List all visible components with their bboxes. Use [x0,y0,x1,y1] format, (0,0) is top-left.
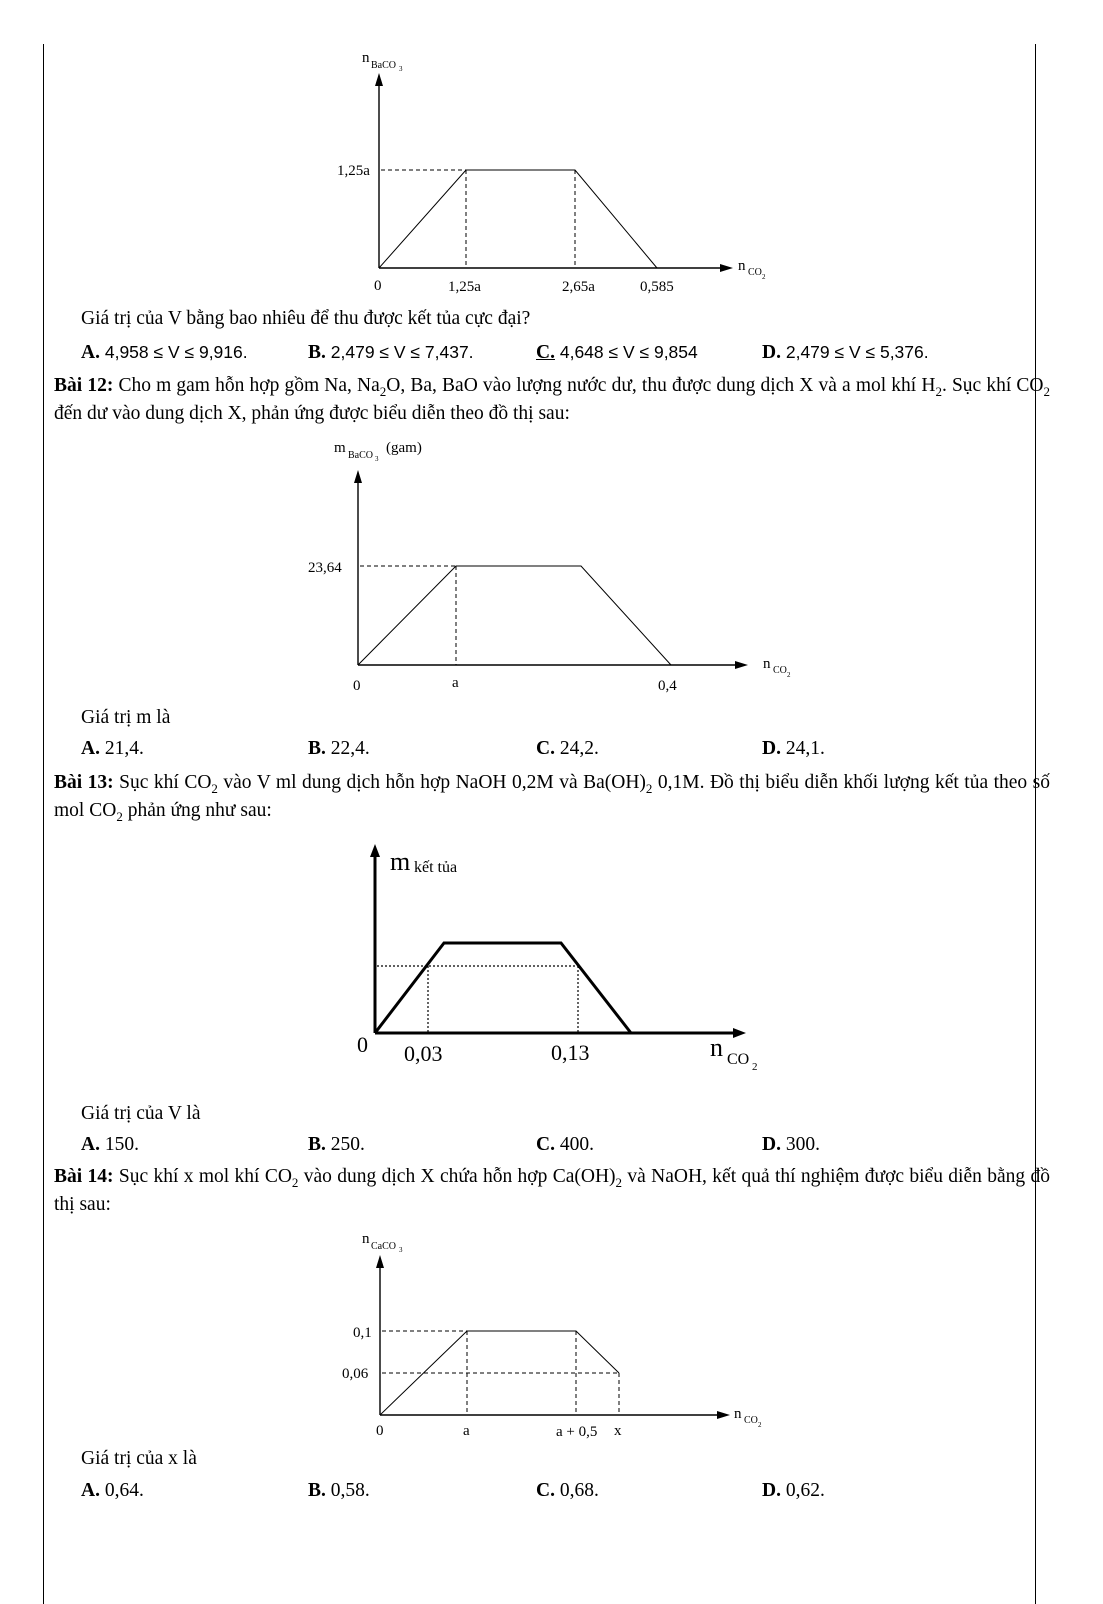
y-axis-label [390,847,457,876]
origin-label: 0 [353,678,361,694]
svg-text:BaCO: BaCO [371,60,396,71]
x-tick-label-2: 0,4 [658,678,677,694]
option-b[interactable]: B. 22,4. [308,738,370,759]
option-d[interactable]: D. 0,62. [762,1480,825,1501]
series-line [380,1331,619,1415]
bai-13-stem: Bài 13: Sục khí $CO_2$ vào V ml dung dịch hỗn hợp NaOH 0,2M và $Ba(OH)_2$ 0,1M. Đồ thị biểu diễn khối lượng kết tủa theo số mol $CO_2$ phản ứng như sau: [54,772,1050,824]
option-a[interactable]: A. 4,958 ≤ V ≤ 9,916. [81,342,248,363]
chart-bai-14 [0,1225,1103,1455]
svg-text:3: 3 [375,455,379,463]
x-axis-arrow [735,661,748,669]
x-tick-label-2: a + 0,5 [556,1424,598,1440]
origin-label: 0 [376,1423,384,1439]
svg-text:m: m [334,440,346,456]
option-b[interactable]: B. 250. [308,1134,365,1155]
svg-text:3: 3 [399,1246,403,1254]
svg-text:2: 2 [752,1061,758,1073]
x-tick-label-1: 0,03 [404,1041,443,1066]
svg-text:CO: CO [773,665,787,676]
svg-text:CaCO: CaCO [371,1241,396,1252]
x-axis-label [763,656,791,679]
option-c[interactable]: C. 400. [536,1134,594,1155]
y-axis-arrow [376,1255,384,1268]
x-tick-label-2: 0,13 [551,1040,590,1065]
option-c[interactable]: C. 4,648 ≤ V ≤ 9,854 [536,342,698,363]
option-b[interactable]: B. 2,479 ≤ V ≤ 7,437. [308,342,474,363]
chart-bai-11 [0,0,1103,310]
question-text: Giá trị của V bằng bao nhiêu để thu được kết tủa cực đại? [81,308,531,329]
option-c[interactable]: C. 24,2. [536,738,599,759]
x-axis-arrow [733,1028,746,1038]
series-line [375,943,631,1033]
svg-text:n: n [734,1406,742,1422]
svg-text:2: 2 [787,671,791,679]
origin-label: 0 [374,278,382,294]
svg-text:m: m [390,847,411,876]
option-d[interactable]: D. 300. [762,1134,820,1155]
y-axis-label [362,1231,403,1254]
x-axis-label [710,1033,758,1073]
option-b[interactable]: B. 0,58. [308,1480,370,1501]
y-axis-arrow [370,844,380,857]
option-a[interactable]: A. 0,64. [81,1480,144,1501]
bai-12-stem: Bài 12: Cho m gam hỗn hợp gồm Na, $Na_2O$, Ba, BaO vào lượng nước dư, thu được dung dịch X và a mol khí $H_2$. Sục khí $CO_2$ đến dư vào dung dịch X, phản ứng được biểu diễn theo đồ thị sau: [54,375,1050,424]
series-line [379,170,657,268]
y-axis-arrow [354,470,362,483]
question-text: Giá trị của x là [81,1448,197,1469]
svg-text:CO: CO [744,1415,758,1426]
y-tick-label: 1,25a [337,163,370,179]
chart-bai-13 [0,830,1103,1090]
option-c[interactable]: C. 0,68. [536,1480,599,1501]
y-tick-label: 23,64 [308,560,342,576]
x-tick-label-3: x [614,1423,622,1439]
svg-text:n: n [763,656,771,672]
svg-text:CO: CO [748,267,762,278]
option-a[interactable]: A. 150. [81,1134,139,1155]
svg-text:n: n [738,258,746,274]
chart-bai-12 [0,430,1103,730]
origin-label: 0 [357,1032,368,1057]
y-tick-label-1: 0,1 [353,1325,372,1341]
question-text: Giá trị m là [81,707,171,728]
x-axis-arrow [717,1411,730,1419]
svg-text:BaCO: BaCO [348,450,373,461]
svg-text:3: 3 [399,65,403,73]
svg-text:n: n [710,1033,723,1062]
y-axis-label [334,440,422,463]
option-d[interactable]: D. 24,1. [762,738,825,759]
option-a[interactable]: A. 21,4. [81,738,144,759]
x-tick-label-2: 2,65a [562,279,595,295]
x-axis-label [738,258,766,281]
svg-text:2: 2 [758,1421,762,1429]
svg-text:(gam): (gam) [386,440,422,456]
x-tick-label-3: 0,585 [640,279,674,295]
svg-text:CO: CO [727,1051,750,1068]
question-text: Giá trị của V là [81,1103,201,1124]
svg-text:n: n [362,50,370,66]
x-axis-label [734,1406,762,1429]
x-tick-label-1: a [452,675,459,691]
y-axis-label [362,50,403,73]
option-d[interactable]: D. 2,479 ≤ V ≤ 5,376. [762,342,929,363]
x-axis-arrow [720,264,733,272]
x-tick-label-1: 1,25a [448,279,481,295]
svg-text:kết tủa: kết tủa [414,859,458,876]
y-axis-arrow [375,73,383,86]
svg-text:2: 2 [762,273,766,281]
svg-text:n: n [362,1231,370,1247]
bai-14-stem: Bài 14: Sục khí x mol khí $CO_2$ vào dung dịch X chứa hỗn hợp $Ca(OH)_2$ và NaOH, kết quả thí nghiệm được biểu diễn bằng đồ thị sau: [54,1166,1050,1215]
y-tick-label-2: 0,06 [342,1366,369,1382]
series-line [358,566,671,665]
x-tick-label-1: a [463,1423,470,1439]
